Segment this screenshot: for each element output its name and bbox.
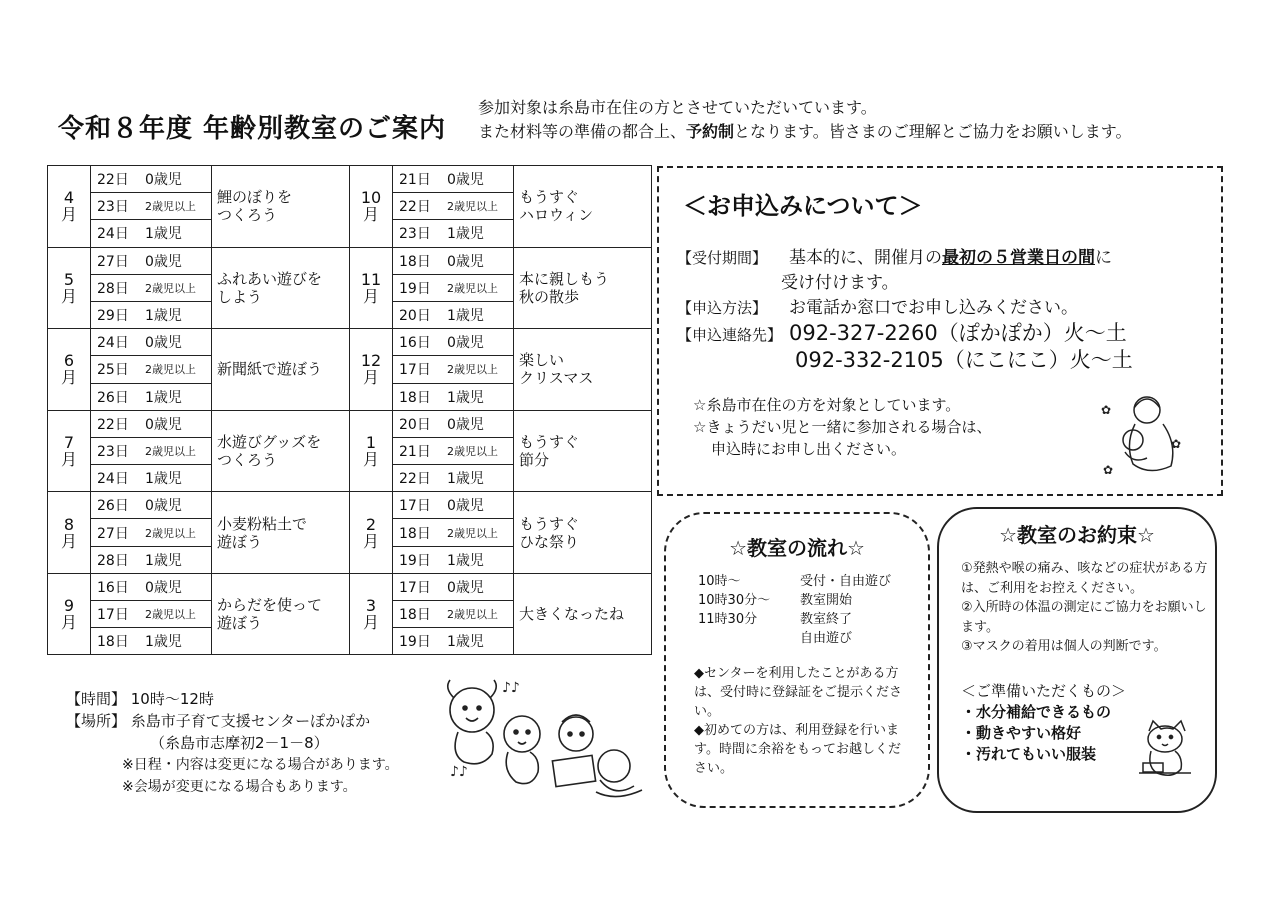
phone-nikoniko[interactable]: 092-332-2105（にこにこ）火～土 (795, 348, 1133, 372)
age-group-cell: 2歳児以上 (141, 437, 212, 464)
activity-topic: 大きくなったね (514, 573, 652, 655)
date-cell: 24日 (91, 329, 142, 356)
age-group-cell: 1歳児 (443, 301, 514, 328)
intro-line-2: また材料等の準備の都合上、予約制となります。皆さまのご理解とご協力をお願いします。 (478, 122, 1132, 141)
month-label: 6 月 (48, 329, 91, 411)
date-cell: 26日 (91, 492, 142, 519)
age-group-cell: 0歳児 (141, 410, 212, 437)
flow-notes (694, 664, 908, 778)
date-cell: 23日 (91, 437, 142, 464)
svg-text:✿: ✿ (1171, 437, 1182, 451)
date-cell: 22日 (393, 465, 444, 492)
age-group-cell: 0歳児 (141, 492, 212, 519)
date-cell: 18日 (91, 628, 142, 655)
age-group-cell: 1歳児 (141, 465, 212, 492)
age-group-cell: 2歳児以上 (141, 519, 212, 546)
age-group-cell: 0歳児 (141, 166, 212, 193)
flow-item: 10時～ 受付・自由遊び (698, 574, 892, 589)
activity-topic: 楽しい クリスマス (514, 329, 652, 411)
date-cell: 16日 (91, 573, 142, 600)
activity-topic: もうすぐ ひな祭り (514, 492, 652, 574)
application-info-box (657, 166, 1223, 496)
class-flow-box (664, 512, 930, 808)
date-cell: 29日 (91, 301, 142, 328)
age-group-cell: 0歳児 (443, 247, 514, 274)
month-label: 1 月 (350, 410, 393, 492)
time-line: 【時間】 10時～12時 (66, 690, 214, 708)
date-cell: 16日 (393, 329, 444, 356)
svg-text:♪♪: ♪♪ (450, 764, 468, 780)
date-cell: 23日 (91, 193, 142, 220)
rule-item: ③マスクの着用は個人の判断です。 (961, 639, 1167, 654)
age-group-cell: 1歳児 (141, 628, 212, 655)
contact-row: 【申込連絡先】 092-327-2260（ぽかぽか）火～土 (677, 321, 1127, 345)
mother-baby-illustration (1097, 390, 1187, 480)
sibling-note: ☆きょうだい児と一緒に参加される場合は、 (693, 418, 992, 436)
activity-topic: 水遊びグッズを つくろう (212, 410, 350, 492)
date-cell: 28日 (91, 274, 142, 301)
application-notes (693, 394, 991, 460)
flow-item: 自由遊び (800, 631, 853, 646)
activity-topic: 本に親しもう 秋の散歩 (514, 247, 652, 329)
prep-item: ・汚れてもいい服装 (961, 745, 1097, 763)
date-cell: 17日 (393, 573, 444, 600)
venue-change-note: ※会場が変更になる場合もあります。 (122, 779, 357, 795)
age-group-cell: 1歳児 (443, 465, 514, 492)
date-cell: 19日 (393, 546, 444, 573)
activity-topic: 新聞紙で遊ぼう (212, 329, 350, 411)
date-cell: 18日 (393, 247, 444, 274)
cat-illustration (1135, 715, 1195, 781)
date-cell: 26日 (91, 383, 142, 410)
age-group-cell: 0歳児 (141, 329, 212, 356)
month-label: 9 月 (48, 573, 91, 655)
month-label: 4 月 (48, 166, 91, 248)
application-details (677, 246, 1133, 373)
date-cell: 19日 (393, 628, 444, 655)
application-heading: ＜お申込みについて＞ (683, 192, 923, 220)
age-group-cell: 0歳児 (141, 247, 212, 274)
date-cell: 21日 (393, 437, 444, 464)
rules-heading: ☆教室のお約束☆ (999, 523, 1155, 547)
age-group-cell: 0歳児 (141, 573, 212, 600)
activity-topic: 小麦粉粘土で 遊ぼう (212, 492, 350, 574)
period-row-cont: 受け付けます。 (781, 273, 899, 293)
date-cell: 22日 (393, 193, 444, 220)
date-cell: 24日 (91, 220, 142, 247)
class-rules-box (937, 507, 1217, 813)
date-cell: 19日 (393, 274, 444, 301)
activity-topic: からだを使って 遊ぼう (212, 573, 350, 655)
date-cell: 24日 (91, 465, 142, 492)
month-label: 5 月 (48, 247, 91, 329)
age-group-cell: 1歳児 (141, 546, 212, 573)
rules-list (961, 559, 1213, 657)
schedule-change-note: ※日程・内容は変更になる場合があります。 (122, 757, 399, 773)
registration-note: ◆センターを利用したことがある方は、受付時に登録証をご提示ください。 (694, 666, 903, 719)
month-label: 3 月 (350, 573, 393, 655)
age-group-cell: 1歳児 (141, 383, 212, 410)
svg-text:✿: ✿ (1103, 463, 1114, 477)
resident-note: ☆糸島市在住の方を対象としています。 (693, 396, 961, 414)
date-cell: 17日 (91, 601, 142, 628)
rule-item: ①発熱や喉の痛み、咳などの症状がある方は、ご利用をお控えください。 (961, 561, 1208, 596)
age-group-cell: 2歳児以上 (443, 519, 514, 546)
age-group-cell: 0歳児 (443, 410, 514, 437)
rule-item: ②入所時の体温の測定にご協力をお願いします。 (961, 600, 1207, 635)
age-group-cell: 1歳児 (141, 220, 212, 247)
page-title: 令和８年度 年齢別教室のご案内 (58, 114, 447, 144)
month-label: 8 月 (48, 492, 91, 574)
date-cell: 21日 (393, 166, 444, 193)
age-group-cell: 1歳児 (443, 628, 514, 655)
age-group-cell: 2歳児以上 (141, 601, 212, 628)
schedule-table (47, 165, 652, 655)
intro-line-1: 参加対象は糸島市在住の方とさせていただいています。 (478, 98, 877, 117)
period-row: 【受付期間】 基本的に、開催月の最初の５営業日の間に (677, 248, 1112, 268)
date-cell: 18日 (393, 601, 444, 628)
preparation-list (961, 681, 1126, 765)
flow-item: 10時30分～ 教室開始 (698, 593, 853, 608)
age-group-cell: 0歳児 (443, 166, 514, 193)
age-group-cell: 2歳児以上 (443, 601, 514, 628)
first-time-note: ◆初めての方は、利用登録を行います。時間に余裕をもってお越しください。 (694, 723, 901, 776)
activity-topic: もうすぐ 節分 (514, 410, 652, 492)
date-cell: 18日 (393, 519, 444, 546)
date-cell: 25日 (91, 356, 142, 383)
prep-item: ・水分補給できるもの (961, 703, 1112, 721)
flow-heading: ☆教室の流れ☆ (729, 536, 865, 560)
date-cell: 20日 (393, 410, 444, 437)
age-group-cell: 2歳児以上 (443, 274, 514, 301)
month-label: 10 月 (350, 166, 393, 248)
age-group-cell: 1歳児 (443, 383, 514, 410)
age-group-cell: 2歳児以上 (443, 356, 514, 383)
age-group-cell: 1歳児 (443, 546, 514, 573)
svg-text:♪♪: ♪♪ (502, 680, 520, 696)
activity-topic: もうすぐ ハロウィン (514, 166, 652, 248)
age-group-cell: 0歳児 (443, 492, 514, 519)
date-cell: 28日 (91, 546, 142, 573)
flow-timeline (698, 572, 891, 648)
prep-heading: ＜ご準備いただくもの＞ (961, 682, 1127, 700)
age-group-cell: 2歳児以上 (141, 193, 212, 220)
date-cell: 18日 (393, 383, 444, 410)
children-illustration (436, 676, 648, 806)
date-cell: 22日 (91, 166, 142, 193)
age-group-cell: 1歳児 (141, 301, 212, 328)
phone-pokapoka[interactable]: 092-327-2260（ぽかぽか）火～土 (789, 321, 1127, 345)
intro-text (478, 96, 1131, 144)
date-cell: 22日 (91, 410, 142, 437)
age-group-cell: 0歳児 (443, 329, 514, 356)
flow-item: 11時30分 教室終了 (698, 612, 853, 627)
prep-item: ・動きやすい格好 (961, 724, 1082, 742)
activity-topic: 鯉のぼりを つくろう (212, 166, 350, 248)
activity-topic: ふれあい遊びを しよう (212, 247, 350, 329)
month-label: 7 月 (48, 410, 91, 492)
address-line: （糸島市志摩初2－1－8） (150, 734, 329, 752)
age-group-cell: 2歳児以上 (141, 356, 212, 383)
date-cell: 20日 (393, 301, 444, 328)
age-group-cell: 1歳児 (443, 220, 514, 247)
date-cell: 17日 (393, 356, 444, 383)
date-cell: 23日 (393, 220, 444, 247)
date-cell: 27日 (91, 519, 142, 546)
age-group-cell: 0歳児 (443, 573, 514, 600)
place-line: 【場所】 糸島市子育て支援センターぽかぽか (66, 712, 371, 730)
age-group-cell: 2歳児以上 (443, 193, 514, 220)
svg-text:✿: ✿ (1101, 403, 1112, 417)
month-label: 2 月 (350, 492, 393, 574)
sibling-note-cont: 申込時にお申し出ください。 (711, 440, 907, 458)
date-cell: 17日 (393, 492, 444, 519)
method-row: 【申込方法】 お電話か窓口でお申し込みください。 (677, 298, 1078, 318)
month-label: 12 月 (350, 329, 393, 411)
month-label: 11 月 (350, 247, 393, 329)
age-group-cell: 2歳児以上 (141, 274, 212, 301)
date-cell: 27日 (91, 247, 142, 274)
time-place-info (66, 688, 399, 798)
age-group-cell: 2歳児以上 (443, 437, 514, 464)
